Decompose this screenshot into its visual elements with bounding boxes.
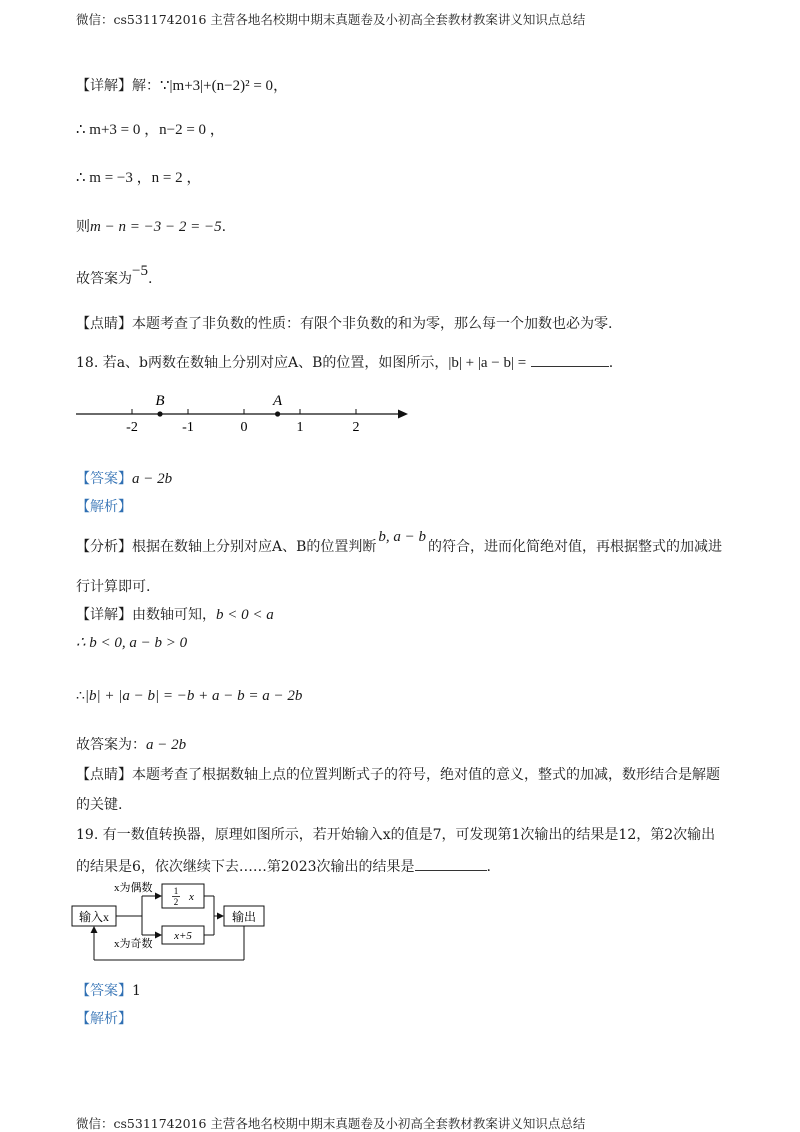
q19-question-line1: 19. 有一数值转换器，原理如图所示，若开始输入x的值是7，可发现第1次输出的结果是12，第2次输出 [76,827,716,843]
q17-step2: ∴ m = −3 ，n = 2 ， [76,170,202,186]
q17-detail [76,74,288,95]
q17-comment: 【点睛】本题考查了非负数的性质：有限个非负数的和为零，那么每一个加数也必为零. [76,316,613,332]
number-line-point-a [275,411,280,416]
half-box [162,884,204,908]
q18-answer-value: a − 2b [132,471,173,487]
page-footer: 微信：cs5311742016 主营各地名校期中期末真题卷及小初高全套教材教案讲义知识点总结 [76,1116,586,1131]
q18-fenxi-text2: 的符合，进而化简绝对值，再根据整式的加减进 [428,539,723,555]
q18-comment-line2: 的关键. [76,797,123,813]
q17-detail-condition: ∵|m+3|+(n−2)² = 0， [160,78,289,94]
half-variable: x [189,891,194,903]
number-line-point-label: A [273,393,283,409]
q18-analysis-label: 【解析】 [76,499,132,515]
number-line-tick-label: -1 [182,420,194,435]
q19-answer-blank [415,870,487,871]
q18-comment-line1: 【点睛】本题考查了根据数轴上点的位置判断式子的符号，绝对值的意义，整式的加减，数形结合是解题 [76,767,720,783]
q17-step1: ∴ m+3 = 0 ，n−2 = 0 ， [76,122,225,138]
number-line-arrow [398,410,408,419]
q18-question-end: . [608,355,614,371]
q18-answer [76,468,172,488]
q19-answer [76,980,141,1000]
q18-detail [76,604,274,624]
q17-step3-prefix: 则 [76,219,90,235]
plus-box-label: x+5 [174,930,192,942]
half-denominator: 2 [173,897,179,907]
q18-fenxi [76,529,723,556]
q18-fenxi-math: b, a − b [378,529,427,545]
q18-answer-label: 【答案】 [76,471,132,487]
odd-condition-label: x为奇数 [114,938,153,950]
q18-step1: ∴ b < 0, a − b > 0 [76,635,188,651]
number-line-tick-label: 0 [240,420,248,435]
q18-final-math: a − 2b [146,737,187,753]
q18-question-text: 18. 若a、b两数在数轴上分别对应A、B的位置，如图所示， [76,355,449,371]
number-line-tick-label: 1 [296,420,304,435]
q19-answer-value: 1 [132,983,141,999]
q18-number-line [70,388,420,438]
q17-step3-math: m − n = −3 − 2 = −5 [90,219,222,235]
number-line-point-label: B [155,393,165,409]
q17-step3 [76,216,226,236]
q18-detail-math: b < 0 < a [216,607,274,623]
q19-question-line2 [76,856,491,876]
q18-detail-text: 由数轴可知， [132,607,216,623]
output-box-label: 输出 [231,910,257,924]
q18-question-math: |b| + |a − b| = [448,355,527,371]
q18-answer-blank [531,366,609,367]
q17-answer-prefix: 故答案为 [76,271,132,287]
even-condition-label: x为偶数 [114,882,153,894]
q18-detail-label: 【详解】 [76,607,132,623]
number-line-tick-label: -2 [126,420,138,435]
q18-final [76,734,186,754]
q17-detail-label: 【详解】解： [76,78,160,94]
number-line-tick-label: 2 [352,420,360,435]
q18-step2 [76,688,302,705]
q18-step2-prefix: ∴ [76,688,85,704]
q19-answer-label: 【答案】 [76,983,132,999]
input-box-label: 输入x [78,910,110,924]
page-header: 微信：cs5311742016 主营各地名校期中期末真题卷及小初高全套教材教案讲义知识点总结 [76,12,586,27]
q17-answer-suffix: . [147,271,153,287]
q18-final-prefix: 故答案为： [76,737,146,753]
q18-question [76,352,613,372]
number-line-point-b [157,411,162,416]
q17-answer [76,263,153,288]
half-numerator: 1 [173,886,179,896]
q18-fenxi-label: 【分析】 [76,539,132,555]
q17-step3-suffix: . [221,219,227,235]
q19-analysis-label: 【解析】 [76,1011,132,1027]
q18-fenxi-line2: 行计算即可. [76,579,151,595]
q19-question-end: . [486,859,491,875]
q19-converter-diagram [70,878,290,970]
q18-fenxi-text1: 根据在数轴上分别对应A、B的位置判断 [132,539,377,555]
q19-question-text: 的结果是6，依次继续下去……第2023次输出的结果是 [76,859,415,875]
q17-answer-math: −5 [132,263,148,279]
q18-step2-math: |b| + |a − b| = −b + a − b = a − 2b [84,688,303,704]
